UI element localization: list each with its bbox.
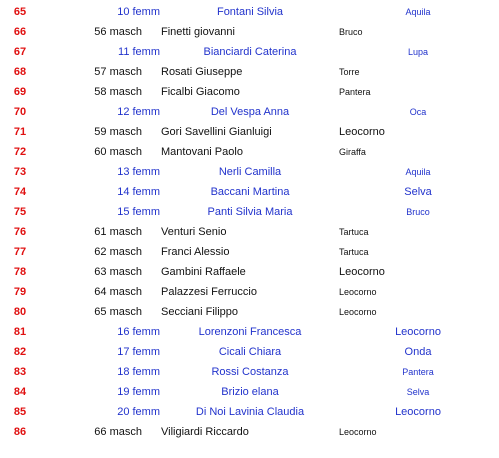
category-rank: 13 femm xyxy=(117,166,160,178)
category-rank: 56 masch xyxy=(94,26,142,38)
contrada-name: Oca xyxy=(409,107,427,117)
table-row xyxy=(0,82,499,102)
participant-name: Del Vespa Anna xyxy=(210,106,290,118)
contrada-name: Leocorno xyxy=(395,406,441,418)
contrada-name: Torre xyxy=(339,67,360,77)
table-row xyxy=(0,282,499,302)
row-number: 79 xyxy=(13,286,27,298)
table-row xyxy=(0,122,499,142)
participant-name: Mantovani Paolo xyxy=(161,146,243,158)
contrada-name: Leocorno xyxy=(339,126,385,138)
category-rank: 60 masch xyxy=(94,146,142,158)
table-row xyxy=(0,302,499,322)
participant-name: Di Noi Lavinia Claudia xyxy=(195,406,305,418)
participant-name: Panti Silvia Maria xyxy=(207,206,293,218)
category-rank: 17 femm xyxy=(117,346,160,358)
category-rank: 10 femm xyxy=(117,6,160,18)
table-row xyxy=(0,62,499,82)
row-number: 67 xyxy=(13,46,27,58)
table-row xyxy=(0,2,499,22)
participant-name: Venturi Senio xyxy=(161,226,227,238)
participant-name: Bianciardi Caterina xyxy=(203,46,297,58)
category-rank: 11 femm xyxy=(118,46,160,58)
contrada-name: Selva xyxy=(404,186,432,198)
table-row xyxy=(0,22,499,42)
participant-name: Rossi Costanza xyxy=(211,366,289,378)
table-row xyxy=(0,202,499,222)
contrada-name: Onda xyxy=(404,346,432,358)
category-rank: 61 masch xyxy=(94,226,142,238)
participant-name: Fontani Silvia xyxy=(216,6,284,18)
contrada-name: Leocorno xyxy=(339,427,377,437)
contrada-name: Pantera xyxy=(339,87,371,97)
participant-name: Palazzesi Ferruccio xyxy=(161,286,257,298)
table-row xyxy=(0,402,499,422)
participant-name: Ficalbi Giacomo xyxy=(161,86,240,98)
table-row xyxy=(0,42,499,62)
row-number: 76 xyxy=(13,226,27,238)
table-row xyxy=(0,362,499,382)
table-row xyxy=(0,422,499,442)
contrada-name: Aquila xyxy=(405,7,431,17)
table-row xyxy=(0,242,499,262)
participant-name: Gori Savellini Gianluigi xyxy=(161,126,272,138)
participant-name: Baccani Martina xyxy=(210,186,290,198)
table-row xyxy=(0,262,499,282)
table-row xyxy=(0,342,499,362)
table-row xyxy=(0,322,499,342)
row-number: 78 xyxy=(13,266,27,278)
category-rank: 12 femm xyxy=(117,106,160,118)
row-number: 69 xyxy=(13,86,27,98)
participant-name: Lorenzoni Francesca xyxy=(198,326,302,338)
participant-name: Rosati Giuseppe xyxy=(161,66,243,78)
table-row xyxy=(0,142,499,162)
category-rank: 19 femm xyxy=(117,386,160,398)
row-number: 85 xyxy=(13,406,27,418)
category-rank: 14 femm xyxy=(117,186,160,198)
participant-name: Secciani Filippo xyxy=(161,306,239,318)
contrada-name: Pantera xyxy=(402,367,434,377)
table-row xyxy=(0,182,499,202)
row-number: 86 xyxy=(13,426,27,438)
participant-name: Franci Alessio xyxy=(161,246,230,258)
category-rank: 62 masch xyxy=(94,246,142,258)
participant-name: Gambini Raffaele xyxy=(161,266,246,278)
category-rank: 59 masch xyxy=(94,126,142,138)
category-rank: 16 femm xyxy=(117,326,160,338)
row-number: 70 xyxy=(13,106,27,118)
category-rank: 66 masch xyxy=(94,426,142,438)
category-rank: 58 masch xyxy=(94,86,142,98)
contrada-name: Tartuca xyxy=(339,247,369,257)
category-rank: 65 masch xyxy=(94,306,142,318)
category-rank: 64 masch xyxy=(94,286,142,298)
contrada-name: Leocorno xyxy=(395,326,441,338)
contrada-name: Aquila xyxy=(405,167,431,177)
contrada-name: Bruco xyxy=(406,207,430,217)
participant-name: Brizio elana xyxy=(221,386,279,398)
row-number: 84 xyxy=(13,386,27,398)
table-row xyxy=(0,162,499,182)
contrada-name: Leocorno xyxy=(339,266,385,278)
participant-name: Nerli Camilla xyxy=(218,166,282,178)
participant-name: Viligiardi Riccardo xyxy=(161,426,249,438)
contrada-name: Leocorno xyxy=(339,287,377,297)
participant-name: Finetti giovanni xyxy=(161,26,235,38)
row-number: 74 xyxy=(13,186,27,198)
contrada-name: Tartuca xyxy=(339,227,369,237)
category-rank: 63 masch xyxy=(94,266,142,278)
row-number: 68 xyxy=(13,66,27,78)
row-number: 80 xyxy=(13,306,27,318)
category-rank: 18 femm xyxy=(117,366,160,378)
contrada-name: Lupa xyxy=(407,47,429,57)
row-number: 66 xyxy=(13,26,27,38)
participant-name: Cicali Chiara xyxy=(218,346,282,358)
row-number: 73 xyxy=(13,166,27,178)
row-number: 81 xyxy=(13,326,27,338)
contrada-name: Selva xyxy=(406,387,430,397)
table-row xyxy=(0,102,499,122)
contrada-name: Leocorno xyxy=(339,307,377,317)
category-rank: 57 masch xyxy=(94,66,142,78)
category-rank: 15 femm xyxy=(117,206,160,218)
row-number: 71 xyxy=(13,126,27,138)
table-row xyxy=(0,382,499,402)
contrada-name: Bruco xyxy=(339,27,363,37)
row-number: 72 xyxy=(13,146,27,158)
row-number: 83 xyxy=(13,366,27,378)
row-number: 77 xyxy=(13,246,27,258)
contrada-name: Giraffa xyxy=(339,147,366,157)
category-rank: 20 femm xyxy=(117,406,160,418)
row-number: 82 xyxy=(13,346,27,358)
row-number: 65 xyxy=(13,6,27,18)
row-number: 75 xyxy=(13,206,27,218)
table-row xyxy=(0,222,499,242)
